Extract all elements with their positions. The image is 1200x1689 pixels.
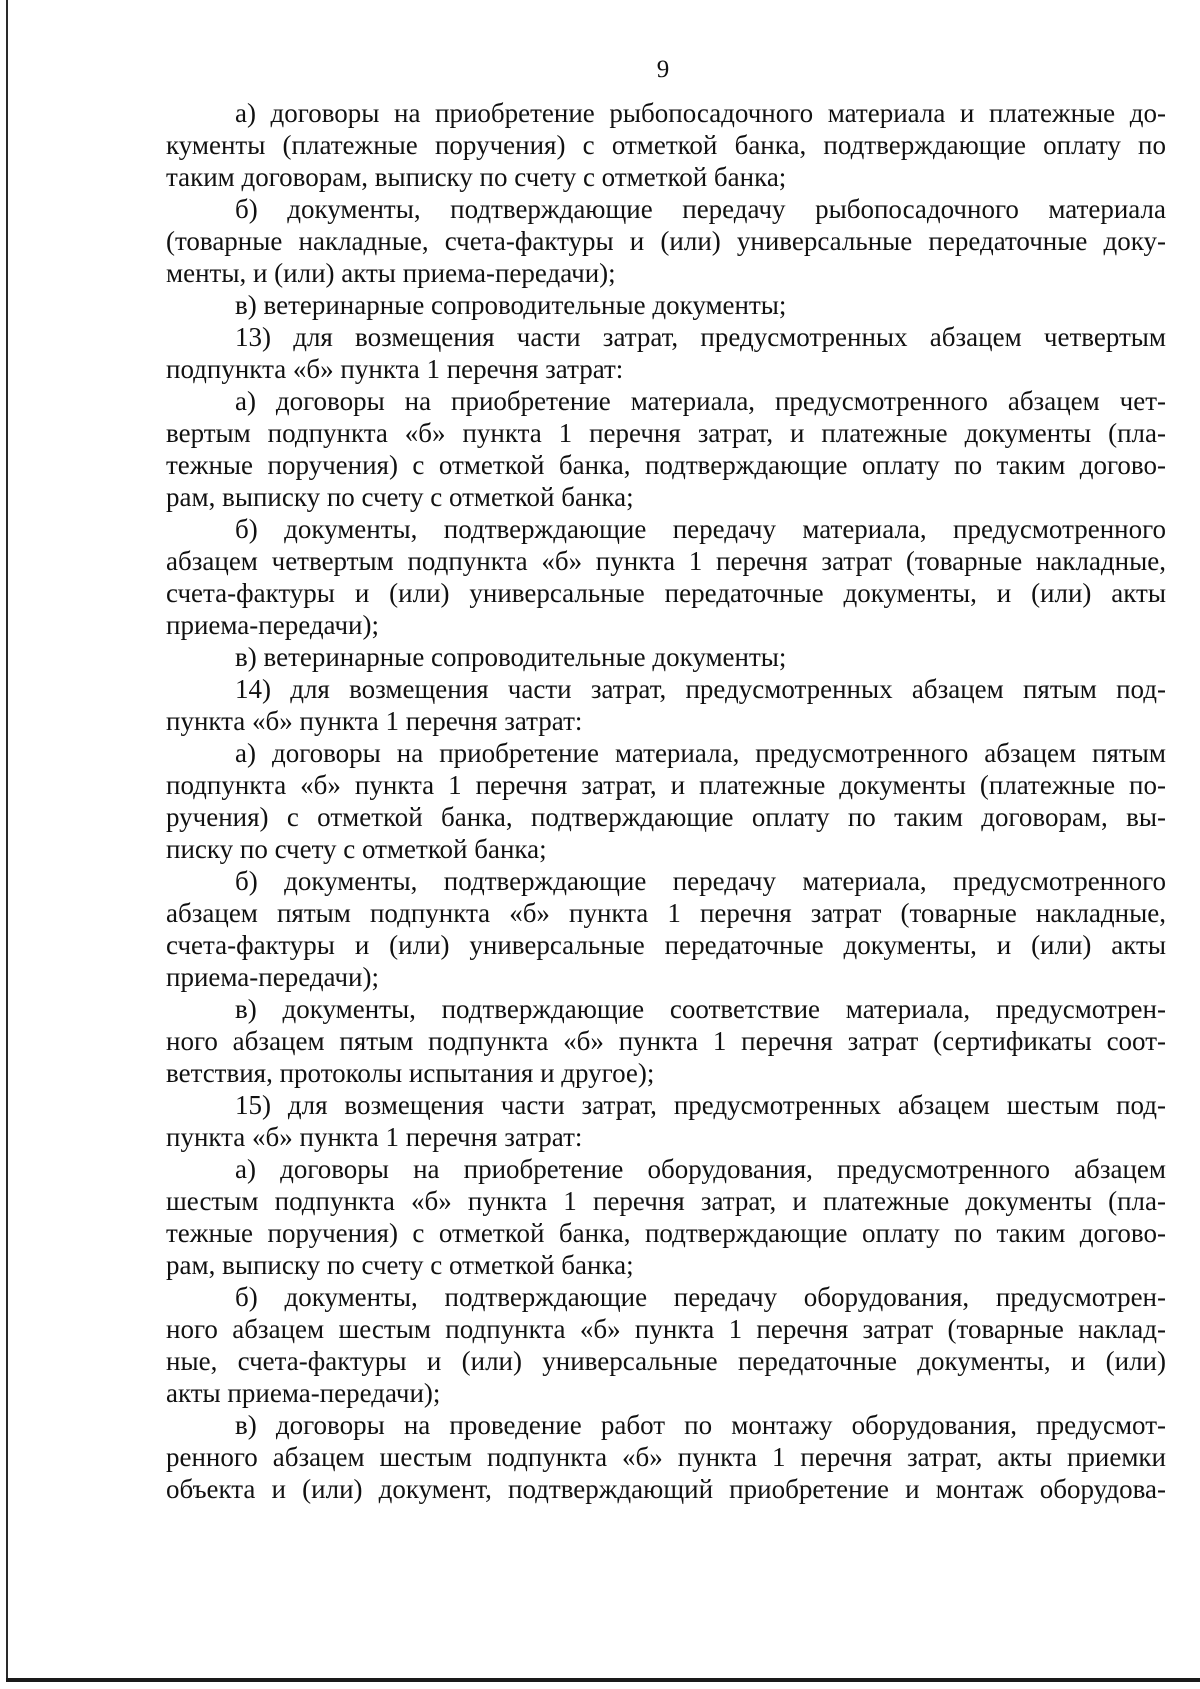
- paragraph: [166, 1281, 1166, 1409]
- text-line: шестым подпункта «б» пункта 1 перечня затрат, и платежные документы (пла-: [166, 1186, 1166, 1216]
- paragraph: [166, 97, 1166, 193]
- text-line: счета-фактуры и (или) универсальные передаточные документы, и (или) акты: [166, 578, 1166, 608]
- text-line: тежные поручения) с отметкой банка, подтверждающие оплату по таким догово-: [166, 1218, 1166, 1248]
- text-line: кументы (платежные поручения) с отметкой банка, подтверждающие оплату по: [166, 130, 1166, 160]
- paragraph: [166, 993, 1166, 1089]
- text-line: менты, и (или) акты приема-передачи);: [166, 258, 616, 288]
- paragraph: [166, 193, 1166, 289]
- paragraph: [166, 1409, 1166, 1505]
- text-line: ветствия, протоколы испытания и другое);: [166, 1058, 655, 1088]
- text-line: счета-фактуры и (или) универсальные передаточные документы, и (или) акты: [166, 930, 1166, 960]
- text-line: в) ветеринарные сопроводительные документы;: [235, 290, 787, 320]
- text-line: в) договоры на проведение работ по монтажу оборудования, предусмот-: [235, 1410, 1166, 1440]
- text-line: акты приема-передачи);: [166, 1378, 441, 1408]
- text-line: а) договоры на приобретение материала, предусмотренного абзацем пятым: [235, 738, 1166, 768]
- text-line: а) договоры на приобретение оборудования, предусмотренного абзацем: [235, 1154, 1166, 1184]
- text-line: объекта и (или) документ, подтверждающий приобретение и монтаж оборудова-: [166, 1474, 1166, 1504]
- text-line: пункта «б» пункта 1 перечня затрат:: [166, 1122, 583, 1152]
- text-line: 13) для возмещения части затрат, предусмотренных абзацем четвертым: [235, 322, 1166, 352]
- paragraph: [166, 673, 1166, 737]
- paragraph: [166, 865, 1166, 993]
- text-line: в) ветеринарные сопроводительные документы;: [235, 642, 787, 672]
- text-line: подпункта «б» пункта 1 перечня затрат:: [166, 354, 624, 384]
- text-line: в) документы, подтверждающие соответствие материала, предусмотрен-: [235, 994, 1166, 1024]
- text-line: вертым подпункта «б» пункта 1 перечня затрат, и платежные документы (пла-: [166, 418, 1166, 448]
- scan-left-border: [6, 0, 8, 1680]
- paragraph: [166, 1153, 1166, 1281]
- text-line: (товарные накладные, счета-фактуры и (или) универсальные передаточные доку-: [166, 226, 1166, 256]
- text-line: б) документы, подтверждающие передачу материала, предусмотренного: [235, 866, 1166, 896]
- text-line: а) договоры на приобретение рыбопосадочного материала и платежные до-: [235, 98, 1166, 128]
- text-line: рам, выписку по счету с отметкой банка;: [166, 482, 634, 512]
- scan-bottom-border: [6, 1678, 1200, 1682]
- paragraph: [166, 385, 1166, 513]
- text-line: писку по счету с отметкой банка;: [166, 834, 547, 864]
- text-line: абзацем пятым подпункта «б» пункта 1 перечня затрат (товарные накладные,: [166, 898, 1166, 928]
- text-line: приема-передачи);: [166, 610, 379, 640]
- text-line: абзацем четвертым подпункта «б» пункта 1 перечня затрат (товарные накладные,: [166, 546, 1166, 576]
- paragraph: [166, 737, 1166, 865]
- text-line: таким договорам, выписку по счету с отметкой банка;: [166, 162, 787, 192]
- text-line: ручения) с отметкой банка, подтверждающие оплату по таким договорам, вы-: [166, 802, 1166, 832]
- text-line: тежные поручения) с отметкой банка, подтверждающие оплату по таким догово-: [166, 450, 1166, 480]
- text-line: ного абзацем шестым подпункта «б» пункта 1 перечня затрат (товарные наклад-: [166, 1314, 1166, 1344]
- paragraph: [166, 513, 1166, 641]
- paragraph: [166, 289, 1166, 321]
- text-line: б) документы, подтверждающие передачу оборудования, предусмотрен-: [235, 1282, 1166, 1312]
- text-line: приема-передачи);: [166, 962, 379, 992]
- document-body: [166, 97, 1166, 1505]
- paragraph: [166, 321, 1166, 385]
- text-line: ренного абзацем шестым подпункта «б» пункта 1 перечня затрат, акты приемки: [166, 1442, 1166, 1472]
- paragraph: [166, 641, 1166, 673]
- text-line: рам, выписку по счету с отметкой банка;: [166, 1250, 634, 1280]
- text-line: 15) для возмещения части затрат, предусмотренных абзацем шестым под-: [235, 1090, 1166, 1120]
- text-line: а) договоры на приобретение материала, предусмотренного абзацем чет-: [235, 386, 1166, 416]
- paragraph: [166, 1089, 1166, 1153]
- text-line: б) документы, подтверждающие передачу материала, предусмотренного: [235, 514, 1166, 544]
- text-line: подпункта «б» пункта 1 перечня затрат, и платежные документы (платежные по-: [166, 770, 1166, 800]
- text-line: пункта «б» пункта 1 перечня затрат:: [166, 706, 583, 736]
- page-number: 9: [656, 56, 670, 83]
- text-line: ного абзацем пятым подпункта «б» пункта 1 перечня затрат (сертификаты соот-: [166, 1026, 1166, 1056]
- text-line: б) документы, подтверждающие передачу рыбопосадочного материала: [235, 194, 1166, 224]
- text-line: ные, счета-фактуры и (или) универсальные передаточные документы, и (или): [166, 1346, 1166, 1376]
- text-line: 14) для возмещения части затрат, предусмотренных абзацем пятым под-: [235, 674, 1166, 704]
